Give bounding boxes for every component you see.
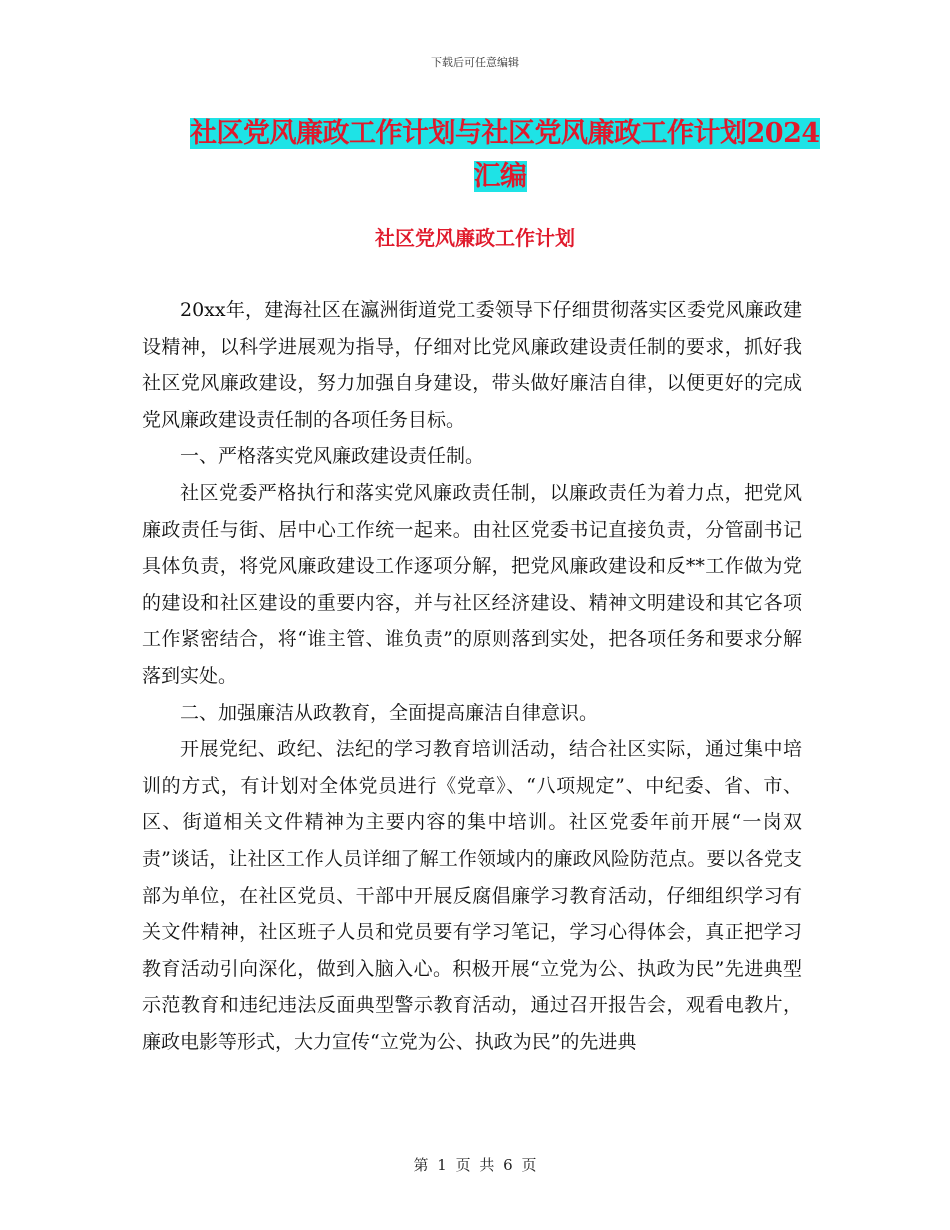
document-body [142, 292, 802, 1060]
page-number: 第 1 页 共 6 页 [413, 1156, 537, 1174]
document-title-line-2: 汇编 [473, 161, 527, 192]
heading-education: 二、加强廉洁从政教育，全面提高廉洁自律意识。 [180, 701, 599, 724]
header-note: 下载后可任意编辑 [431, 56, 519, 69]
heading-responsibility: 一、严格落实党风廉政建设责任制。 [180, 445, 485, 468]
paragraph-intro: 20xx年，建海社区在瀛洲街道党工委领导下仔细贯彻落实区委党风廉政建设精神，以科学进展观为指导，仔细对比党风廉政建设责任制的要求，抓好我社区党风廉政建设，努力加强自身建设，带头做好廉洁自律，以便更好的完成党风廉政建设责任制的各项任务目标。 [142, 299, 802, 431]
document-title-line-1: 社区党风廉政工作计划与社区党风廉政工作计划2024 [190, 118, 820, 149]
paragraph-responsibility: 社区党委严格执行和落实党风廉政责任制，以廉政责任为着力点，把党风廉政责任与街、居中心工作统一起来。由社区党委书记直接负责，分管副书记具体负责，将党风廉政建设工作逐项分解，把党风廉政建设和反**工作做为党的建设和社区建设的重要内容，并与社区经济建设、精神文明建设和其它各项工作紧密结合，将“谁主管、谁负责”的原则落到实处，把各项任务和要求分解落到实处。 [142, 481, 802, 687]
section-title: 社区党风廉政工作计划 [375, 226, 575, 250]
paragraph-education: 开展党纪、政纪、法纪的学习教育培训活动，结合社区实际，通过集中培训的方式，有计划对全体党员进行《党章》、“八项规定”、中纪委、省、市、区、街道相关文件精神为主要内容的集中培训。社区党委年前开展“一岗双责”谈话，让社区工作人员详细了解工作领域内的廉政风险防范点。要以各党支部为单位，在社区党员、干部中开展反腐倡廉学习教育活动，仔细组织学习有关文件精神，社区班子人员和党员要有学习笔记，学习心得体会，真正把学习教育活动引向深化，做到入脑入心。积极开展“立党为公、执政为民”先进典型示范教育和违纪违法反面典型警示教育活动，通过召开报告会，观看电教片，廉政电影等形式，大力宣传“立党为公、执政为民”的先进典 [142, 738, 802, 1053]
document-title [190, 112, 820, 198]
